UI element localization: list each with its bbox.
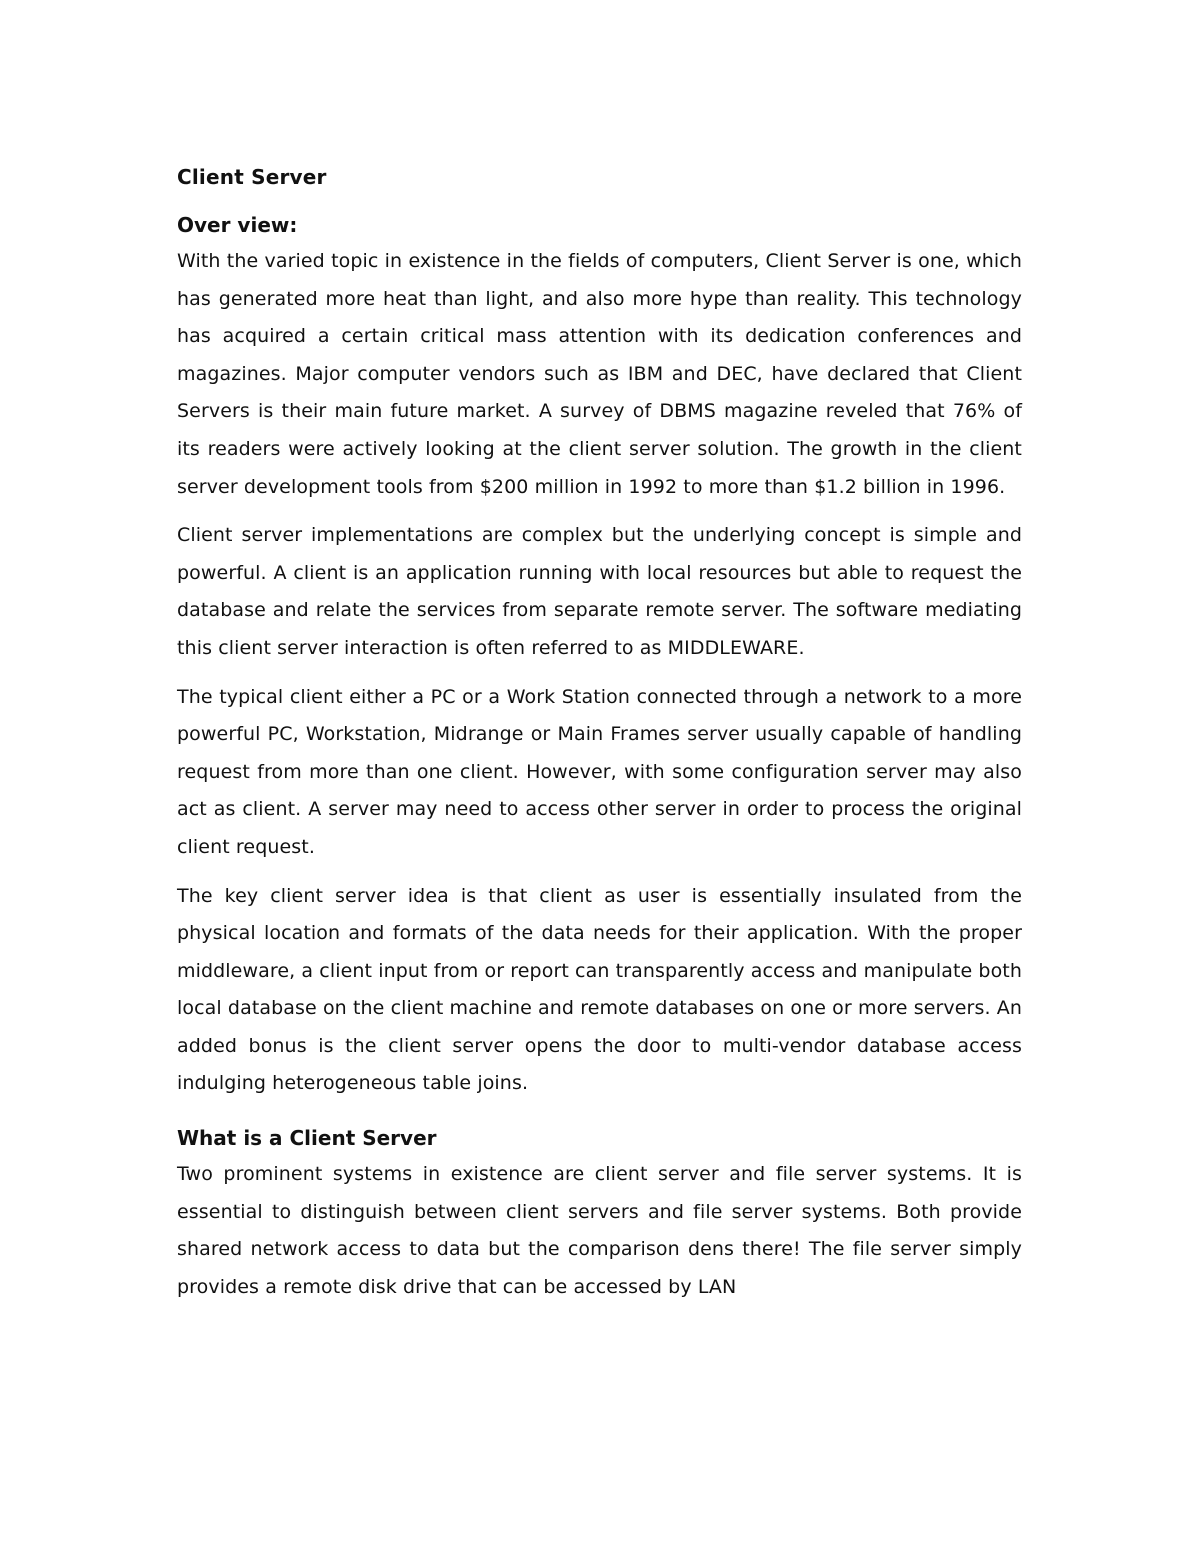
overview-paragraph-4: The key client server idea is that client as user is essentially insulated from the physical location and formats of the data needs for their application. With the proper middleware, a client input from or report can transparently access and manipulate both local database on the client machine and remote databases on one or more servers. An added bonus is the client server opens the door to multi-vendor database access indulging heterogeneous table joins. — [177, 884, 1022, 1095]
document-title: Client Server — [177, 165, 327, 189]
overview-paragraph-2: Client server implementations are complex but the underlying concept is simple and powerful. A client is an application running with local resources but able to request the database and relate the services from separate remote server. The software mediating this client server interaction is often referred to as MIDDLEWARE. — [177, 524, 1022, 659]
overview-heading: Over view: — [177, 213, 298, 237]
section-paragraph-1: Two prominent systems in existence are client server and file server systems. It is essential to distinguish between client servers and file server systems. Both provide shared network access to data but the comparison dens there! The file server simply provides a remote disk drive that can be accessed by LAN — [177, 1163, 1022, 1298]
overview-paragraph-3: The typical client either a PC or a Work Station connected through a network to a more powerful PC, Workstation, Midrange or Main Frames server usually capable of handling request from more than one client. However, with some configuration server may also act as client. A server may need to access other server in order to process the original client request. — [177, 685, 1022, 858]
document-body — [177, 160, 1022, 1317]
overview-paragraph-1: With the varied topic in existence in the fields of computers, Client Server is one, which has generated more heat than light, and also more hype than reality. This technology has acquired a certain critical mass attention with its dedication conferences and magazines. Major computer vendors such as IBM and DEC, have declared that Client Servers is their main future market. A survey of DBMS magazine reveled that 76% of its readers were actively looking at the client server solution. The growth in the client server development tools from $200 million in 1992 to more than $1.2 billion in 1996. — [177, 250, 1022, 498]
section-heading-what-is-client-server: What is a Client Server — [177, 1126, 437, 1151]
